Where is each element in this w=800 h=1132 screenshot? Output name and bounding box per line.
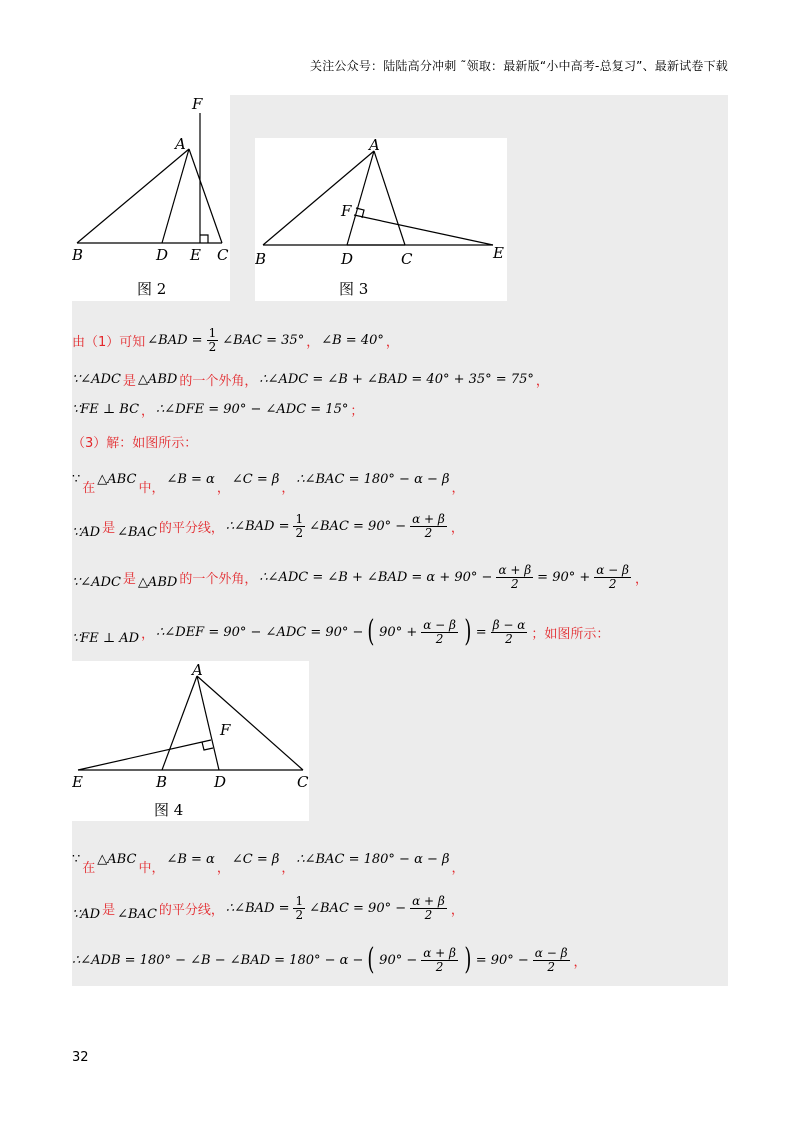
l10-bac: ∠BAC bbox=[117, 907, 157, 922]
l6-frac1-num: 1 bbox=[295, 512, 304, 526]
l9-comma3: ， bbox=[451, 861, 465, 876]
l8-perp: ∵FE ⊥ AD bbox=[72, 630, 140, 646]
figure-3 bbox=[255, 138, 507, 301]
l6-frac2-num: α + β bbox=[412, 512, 445, 526]
l9-zhong: 中， bbox=[138, 861, 165, 876]
solution-line-1 bbox=[72, 327, 399, 354]
l3-perp: ∵FE ⊥ BC bbox=[72, 402, 140, 417]
l7-frac2-num: α − β bbox=[596, 563, 629, 577]
l4-part3: （3）解：如图所示： bbox=[72, 436, 198, 451]
fig4-label-c: C bbox=[297, 773, 309, 791]
l8-eq: = bbox=[475, 624, 487, 640]
l8-frac1-den: 2 bbox=[435, 631, 444, 646]
l9-because: ∵ bbox=[72, 852, 81, 867]
l1-fraction bbox=[207, 327, 219, 354]
figure-3-diagram bbox=[255, 138, 507, 301]
l9-comma1: ， bbox=[216, 861, 230, 876]
l7-shi: 是 bbox=[122, 572, 136, 587]
l6-bisector: 的平分线， bbox=[158, 521, 224, 536]
l9-abc: △ABC bbox=[97, 852, 137, 867]
l7-fraction-1 bbox=[496, 564, 533, 591]
fig4-label-e: E bbox=[72, 773, 83, 791]
l9-comma2: ， bbox=[281, 861, 295, 876]
l11-eq: = 90° − bbox=[475, 952, 529, 968]
l8-fraction-1 bbox=[421, 619, 458, 646]
fig4-label-b: B bbox=[156, 773, 168, 791]
l8-frac1-num: α − β bbox=[423, 617, 456, 632]
solution-line-2 bbox=[72, 370, 549, 389]
fig3-label-d: D bbox=[341, 250, 354, 268]
l7-frac1-den: 2 bbox=[510, 577, 519, 591]
l11-fraction-1 bbox=[421, 947, 458, 974]
l10-frac1-den: 2 bbox=[295, 908, 304, 922]
figure-4-diagram bbox=[72, 661, 309, 821]
figure-4-caption: 图 4 bbox=[154, 801, 184, 819]
l8-calc: ∴∠DEF = 90° − ∠ADC = 90° − bbox=[156, 624, 364, 640]
l7-adc: ∵∠ADC bbox=[72, 575, 121, 590]
l7-exterior: 的一个外角， bbox=[179, 572, 258, 587]
l3-comma: ， bbox=[141, 404, 155, 419]
solution-line-9 bbox=[72, 843, 465, 876]
l5-abc: △ABC bbox=[97, 472, 137, 487]
l6-frac1-den: 2 bbox=[295, 526, 304, 540]
l10-shi: 是 bbox=[102, 903, 116, 918]
l1-comma2: ， bbox=[385, 335, 399, 350]
fig2-label-a: A bbox=[175, 135, 186, 153]
l7-eq: = 90° + bbox=[537, 570, 591, 585]
l10-comma: ， bbox=[450, 903, 464, 918]
l11-calc: ∴∠ADB = 180° − ∠B − ∠BAD = 180° − α − bbox=[72, 952, 364, 968]
l8-frac2-num: β − α bbox=[492, 617, 526, 632]
l6-shi: 是 bbox=[102, 521, 116, 536]
l5-comma3: ， bbox=[451, 481, 465, 496]
l10-frac2-den: 2 bbox=[424, 908, 433, 922]
l5-zhong: 中， bbox=[138, 481, 165, 496]
fig2-label-e: E bbox=[190, 246, 201, 264]
l6-fraction-1 bbox=[293, 513, 305, 540]
l5-zai: 在 bbox=[82, 481, 96, 496]
l1-bac: ∠BAC = 35° bbox=[222, 333, 305, 348]
l6-ad: ∵AD bbox=[72, 525, 101, 540]
l8-inner: 90° + bbox=[379, 624, 418, 640]
l10-fraction-1 bbox=[293, 895, 305, 922]
l11-inner: 90° − bbox=[379, 952, 418, 968]
l10-frac2-num: α + β bbox=[412, 894, 445, 908]
l5-comma1: ， bbox=[216, 481, 230, 496]
l6-comma: ， bbox=[450, 521, 464, 536]
fig2-label-b: B bbox=[72, 246, 84, 264]
fig3-label-c: C bbox=[401, 250, 413, 268]
l5-bac: ∴∠BAC = 180° − α − β bbox=[296, 472, 450, 487]
l10-frac1-num: 1 bbox=[295, 894, 304, 908]
l5-because: ∵ bbox=[72, 472, 81, 487]
l1-prefix: 由（1）可知 bbox=[72, 335, 146, 350]
solution-line-3 bbox=[72, 400, 363, 419]
l11-frac2-num: α − β bbox=[534, 945, 568, 960]
l10-bisector: 的平分线， bbox=[158, 903, 224, 918]
l10-minus: ∠BAC = 90° − bbox=[309, 901, 407, 916]
l11-comma: ， bbox=[573, 954, 587, 970]
solution-line-7 bbox=[72, 564, 648, 591]
l1-bad: ∠BAD = bbox=[147, 333, 203, 348]
l7-calc: ∴∠ADC = ∠B + ∠BAD = α + 90° − bbox=[259, 570, 493, 585]
l3-semicolon: ； bbox=[350, 404, 364, 419]
figure-2 bbox=[72, 95, 230, 301]
l1-frac-num: 1 bbox=[208, 326, 217, 340]
l6-fraction-2 bbox=[410, 513, 447, 540]
l7-fraction-2 bbox=[594, 564, 631, 591]
fig4-label-a: A bbox=[192, 661, 203, 679]
l11-frac1-num: α + β bbox=[423, 945, 456, 960]
figure-2-caption: 图 2 bbox=[137, 280, 167, 298]
l2-exterior: 的一个外角， bbox=[179, 374, 258, 389]
l8-fraction-2 bbox=[491, 619, 528, 646]
solution-line-5 bbox=[72, 463, 465, 496]
l9-bac: ∴∠BAC = 180° − α − β bbox=[296, 852, 450, 867]
solution-line-11 bbox=[72, 942, 587, 977]
l7-frac1-num: α + β bbox=[498, 563, 532, 577]
l10-fraction-2 bbox=[410, 895, 447, 922]
l1-comma1: ， bbox=[306, 335, 320, 350]
fig2-label-c: C bbox=[217, 246, 229, 264]
figure-3-caption: 图 3 bbox=[339, 280, 369, 298]
l3-calc: ∴∠DFE = 90° − ∠ADC = 15° bbox=[156, 402, 349, 417]
l5-comma2: ， bbox=[281, 481, 295, 496]
page-header: 关注公众号：陆陆高分冲刺 ˜领取：最新版“小中高考-总复习”、最新试卷下载 bbox=[310, 59, 728, 73]
l6-minus: ∠BAC = 90° − bbox=[309, 519, 407, 534]
l8-left-paren: ( bbox=[367, 614, 375, 649]
page-number: 32 bbox=[72, 1050, 89, 1065]
l2-calc: ∴∠ADC = ∠B + ∠BAD = 40° + 35° = 75° bbox=[259, 372, 534, 387]
l6-bad: ∴∠BAD = bbox=[225, 519, 290, 534]
solution-content bbox=[72, 95, 728, 986]
l6-bac: ∠BAC bbox=[117, 525, 157, 540]
l8-comma: ， bbox=[141, 626, 155, 642]
l11-left-paren: ( bbox=[367, 942, 375, 977]
l9-zai: 在 bbox=[82, 861, 96, 876]
figure-4 bbox=[72, 661, 309, 821]
fig2-label-d: D bbox=[156, 246, 169, 264]
fig4-label-f: F bbox=[220, 721, 231, 739]
l11-frac2-den: 2 bbox=[547, 959, 555, 974]
l10-ad: ∵AD bbox=[72, 907, 101, 922]
l8-right-paren: ) bbox=[464, 614, 472, 649]
l5-b-alpha: ∠B = α bbox=[166, 472, 215, 487]
l11-frac1-den: 2 bbox=[435, 959, 444, 974]
l2-adc: ∵∠ADC bbox=[72, 372, 121, 387]
l9-c-beta: ∠C = β bbox=[231, 852, 280, 867]
fig3-label-a: A bbox=[369, 138, 380, 154]
fig3-label-b: B bbox=[255, 250, 267, 268]
l1-frac-den: 2 bbox=[208, 340, 217, 354]
l9-b-alpha: ∠B = α bbox=[166, 852, 215, 867]
solution-line-8 bbox=[72, 614, 610, 649]
fig3-label-e: E bbox=[493, 244, 504, 262]
l2-abd: △ABD bbox=[137, 372, 178, 387]
figure-2-diagram bbox=[72, 95, 230, 301]
fig2-label-f: F bbox=[192, 95, 203, 113]
fig4-label-d: D bbox=[214, 773, 227, 791]
l7-frac2-den: 2 bbox=[608, 577, 617, 591]
l10-bad: ∴∠BAD = bbox=[225, 901, 290, 916]
solution-line-6 bbox=[72, 513, 464, 540]
l7-abd: △ABD bbox=[137, 575, 178, 590]
solution-line-10 bbox=[72, 895, 464, 922]
l11-right-paren: ) bbox=[464, 942, 472, 977]
solution-line-4 bbox=[72, 432, 197, 451]
fig3-label-f: F bbox=[341, 202, 352, 220]
l6-frac2-den: 2 bbox=[424, 526, 433, 540]
l2-shi: 是 bbox=[122, 374, 136, 389]
l5-c-beta: ∠C = β bbox=[231, 472, 280, 487]
l1-b40: ∠B = 40° bbox=[321, 333, 384, 348]
l7-comma: ， bbox=[635, 572, 649, 587]
l8-frac2-den: 2 bbox=[505, 631, 513, 646]
l11-fraction-2 bbox=[533, 947, 570, 974]
l8-see-figure: ；如图所示： bbox=[531, 626, 610, 642]
l2-comma: ， bbox=[535, 374, 549, 389]
